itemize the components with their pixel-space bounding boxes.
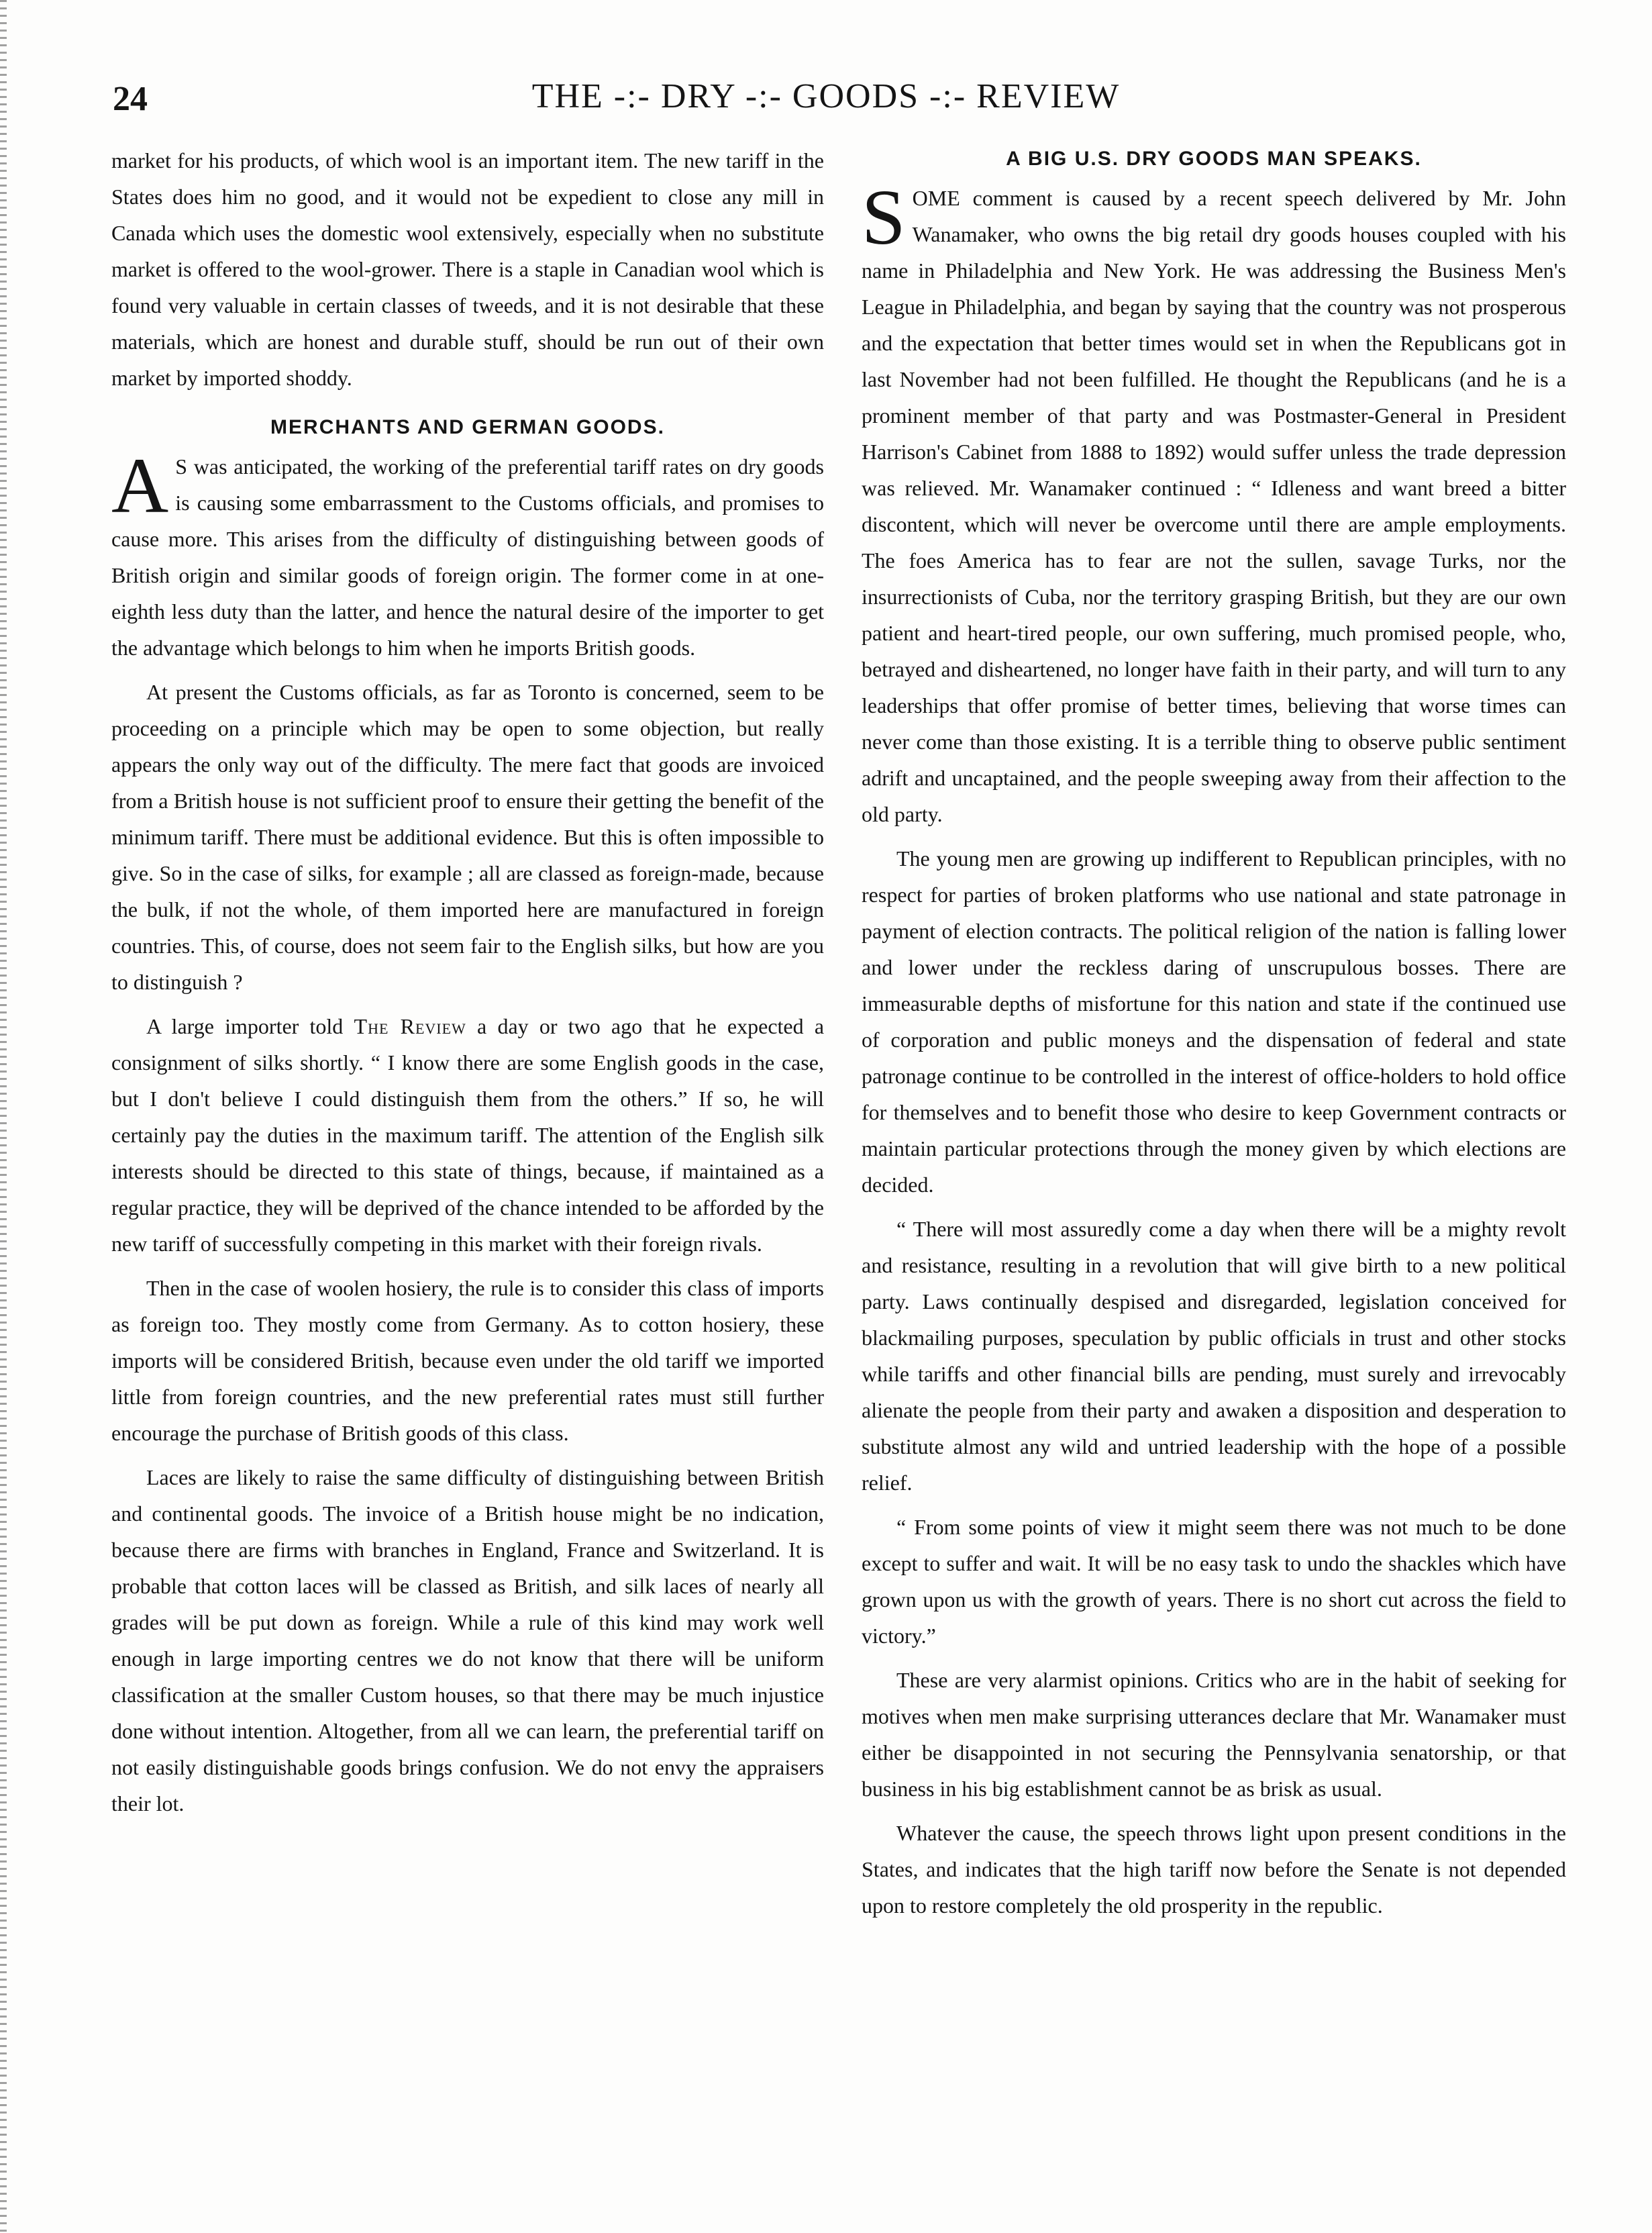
wanamaker-paragraph-4: “ From some points of view it might seem there was not much to be done except to suffer and wait. It will be no easy task to undo the shackles which have grown upon us with the growth of years. There is no short cut across the field to victory.” — [862, 1515, 1566, 1648]
merchants-paragraph-5: Laces are likely to raise the same difficulty of distinguishing between British and continental goods. The invoice of a British house might be no indication, because there are firms with branches in England, France and Switzerland. It is probable that cotton laces will be classed as British, and silk laces of nearly all grades will be put down as foreign. While a rule of this kind may work well enough in large importing centres we do not know that there will be uniform classification at the smaller Custom houses, so that there may be much injustice done without intention. Altogether, from all we can learn, the preferential tariff on not easily distinguishable goods brings confusion. We do not envy the appraisers their lot. — [111, 1465, 824, 1816]
merchants-paragraph-1 — [111, 442, 824, 666]
wanamaker-paragraph-5: These are very alarmist opinions. Critics who are in the habit of seeking for motives when men make surprising utterances declare that Mr. Wanamaker must either be disappointed in not securing the Pennsylvania senatorship, or that business in his big establishment cannot be as brisk as usual. — [862, 1668, 1566, 1801]
merchants-paragraph-3 — [111, 1008, 824, 1262]
wanamaker-paragraph-6: Whatever the cause, the speech throws light upon present conditions in the States, and indicates that the high tariff now before the Senate is not depended upon to restore completely the old prosperity in the republic. — [862, 1821, 1566, 1918]
wanamaker-paragraph-1 — [862, 173, 1566, 832]
merchants-paragraph-2: At present the Customs officials, as far as Toronto is concerned, seem to be proceeding on a principle which may be open to some objection, but really appears the only way out of the difficulty. The mere fact that goods are invoiced from a British house is not sufficient proof to ensure their getting the benefit of the minimum tariff. There must be additional evidence. But this is often impossible to give. So in the case of silks, for example ; all are classed as foreign-made, because the bulk, if not the whole, of them imported here are manufactured in foreign countries. This, of course, does not seem fair to the English silks, but how are you to distinguish ? — [111, 680, 824, 994]
page-binding-edge — [0, 0, 7, 2233]
running-head-title: THE -:- DRY -:- GOODS -:- REVIEW — [531, 77, 1121, 115]
wanamaker-paragraph-3: “ There will most assuredly come a day when there will be a mighty revolt and resistance, resulting in a revolution that will give birth to a new political party. Laws continually despised and disregarded, legislation conceived for blackmailing purposes, speculation by public officials in trust and other stocks while tariffs and other financial bills are pending, must surely and irrevocably alienate the people from their party and awaken a disposition and desperation to substitute almost any wild and untried leadership with the hope of a possible relief. — [862, 1217, 1566, 1495]
wanamaker-speech-heading: A BIG U.S. DRY GOODS MAN SPEAKS. — [1006, 148, 1422, 170]
merchants-paragraph-3-lead: A large importer told — [146, 1014, 344, 1038]
wanamaker-paragraph-1-text: OME comment is caused by a recent speech delivered by Mr. John Wanamaker, who owns the big retail dry goods houses coupled with his name in Philadelphia and New York. He was addressing the Business Men's League in Philadelphia, and began by saying that the country was not prosperous and the expectation that better times would set in when the Republicans got in last November had not been fulfilled. He thought the Republicans (and he is a prominent member of that party and was Postmaster-General in President Harrison's Cabinet from 1888 to 1892) would suffer unless the trade depression was relieved. Mr. Wanamaker continued : “ Idleness and want breed a bitter discontent, which will never be overcome until there are ample employments. The foes America has to fear are not the sullen, savage Turks, nor the insurrectionists of Cuba, nor the territory grasping British, but they are our own patient and heart-tired people, our own suffering, much promised people, who, betrayed and disheartened, no longer have faith in their party, and will turn to any leaderships that offer promise of better times, believing that worse times can never come than those existing. It is a terrible thing to observe public sentiment adrift and uncaptained, and the people sweeping away from their affection to the old party. — [862, 186, 1566, 826]
publication-name: The Review — [354, 1014, 466, 1038]
merchants-paragraph-1-text: S was anticipated, the working of the preferential tariff rates on dry goods is causing some embarrassment to the Customs officials, and promises to cause more. This arises from the difficulty of distinguishing between goods of British origin and similar goods of foreign origin. The former come in at one-eighth less duty than the latter, and hence the natural desire of the importer to get the advantage which belongs to him when he imports British goods. — [111, 454, 824, 660]
drop-cap-letter: A — [111, 442, 169, 530]
article-continuation-paragraph: market for his products, of which wool is an important item. The new tariff in the States does him no good, and it would not be expedient to close any mill in Canada which uses the domestic wool extensively, especially when no substitute market is offered to the wool-grower. There is a staple in Canadian wool which is found very valuable in certain classes of tweeds, and it is not desirable that these materials, which are honest and durable stuff, should be run out of their own market by imported shoddy. — [111, 148, 824, 390]
page-number: 24 — [113, 80, 148, 118]
right-column — [862, 142, 1566, 1932]
left-column — [111, 142, 824, 1830]
drop-cap-letter: S — [862, 173, 906, 261]
merchants-german-goods-heading: MERCHANTS AND GERMAN GOODS. — [270, 416, 665, 438]
wanamaker-paragraph-2: The young men are growing up indifferent to Republican principles, with no respect for parties of broken platforms who use national and state patronage in payment of election contracts. The political religion of the nation is falling lower and lower under the reckless daring of unscrupulous bosses. There are immeasurable depths of misfortune for this nation and state if the continued use of corporation and public moneys and the dispensation of federal and state patronage continue to be controlled in the interest of office-holders to hold office for themselves and to benefit those who desire to keep Government contracts or maintain particular protections through the money given by which elections are decided. — [862, 846, 1566, 1197]
merchants-paragraph-3-text: a day or two ago that he expected a consignment of silks shortly. “ I know there are some English goods in the case, but I don't believe I could distinguish them from the others.” If so, he will certainly pay the duties in the maximum tariff. The attention of the English silk interests should be directed to this state of things, because, if maintained as a regular practice, they will be deprived of the chance intended to be afforded by the new tariff of successfully competing in this market with their foreign rivals. — [111, 1014, 825, 1256]
merchants-paragraph-4: Then in the case of woolen hosiery, the rule is to consider this class of imports as foreign too. They mostly come from Germany. As to cotton hosiery, these imports will be considered British, because even under the old tariff we imported little from foreign countries, and the new preferential rates must still further encourage the purchase of British goods of this class. — [111, 1276, 824, 1445]
